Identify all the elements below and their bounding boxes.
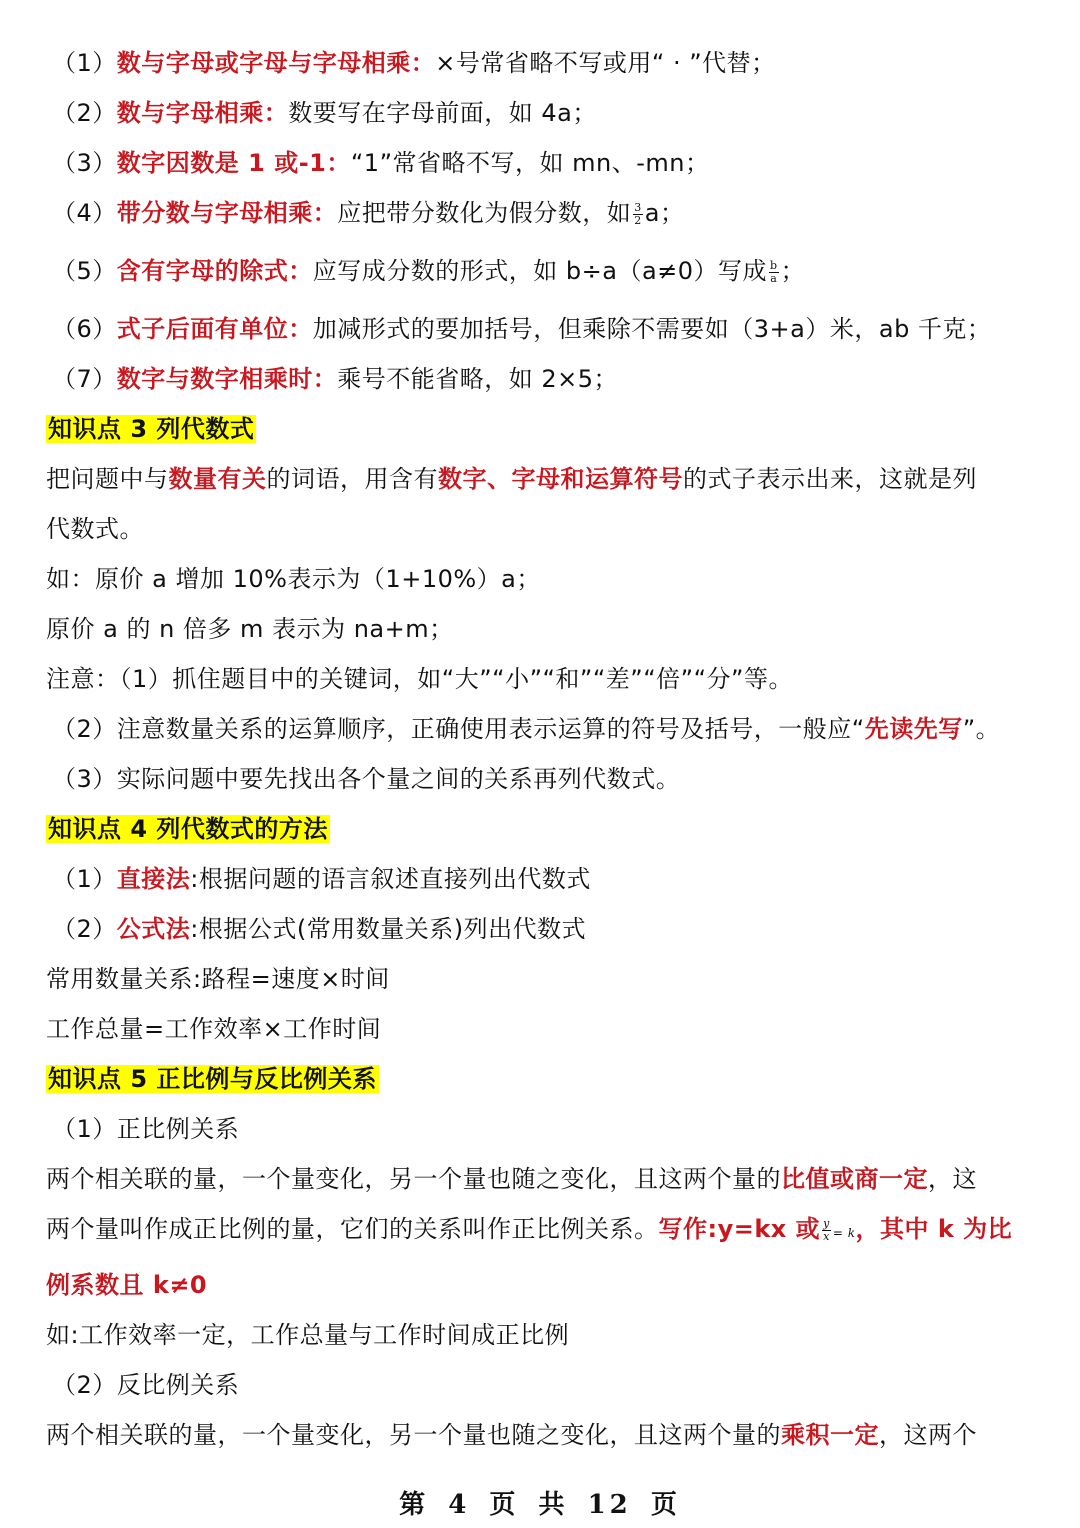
current-page-number: 4 bbox=[448, 1490, 471, 1520]
rule-tail: ； bbox=[780, 257, 806, 285]
kp3-note-3: （3）实际问题中要先找出各个量之间的关系再列代数式。 bbox=[52, 765, 681, 793]
rule-title: 带分数与字母相乘： bbox=[116, 199, 338, 227]
kp4-method-1: （1）直接法:根据问题的语言叙述直接列出代数式 bbox=[52, 865, 591, 893]
rule-label: （2） bbox=[52, 99, 117, 127]
fraction-three-halves: $\frac{3}{2}$ bbox=[634, 200, 642, 227]
emphasis-text: 例系数且 k≠0 bbox=[46, 1271, 208, 1299]
rule-1 bbox=[52, 46, 1044, 80]
rule-text: 数要写在字母前面，如 4a； bbox=[288, 99, 597, 127]
rule-2 bbox=[52, 96, 1044, 130]
rule-tail: a； bbox=[644, 199, 685, 227]
kp3-heading-line bbox=[46, 412, 1044, 446]
kp4-method-2: （2）公式法:根据公式(常用数量关系)列出代数式 bbox=[52, 915, 587, 943]
method-title: 直接法 bbox=[116, 865, 191, 893]
kp4-relation-2: 工作总量=工作效率×工作时间 bbox=[46, 1015, 382, 1043]
kp5-paragraph-1: 两个相关联的量，一个量变化，另一个量也随之变化，且这两个量的比值或商一定，这 bbox=[46, 1165, 977, 1193]
kp5-paragraph-2: 两个量叫作成正比例的量，它们的关系叫作正比例关系。写作:y=kx 或 $\frac{y}{x}$ = k，其中 k 为比 bbox=[46, 1215, 1013, 1243]
kp3-example-1: 如：原价 a 增加 10%表示为（1+10%）a； bbox=[46, 565, 541, 593]
kp5-heading-line bbox=[46, 1062, 1044, 1096]
kp3-heading: 知识点 3 列代数式 bbox=[48, 415, 255, 443]
kp3-note-2: （2）注意数量关系的运算顺序，正确使用表示运算的符号及括号，一般应“先读先写”。 bbox=[52, 715, 1001, 743]
emphasis-text: 先读先写 bbox=[864, 715, 963, 743]
kp4-heading-line bbox=[46, 812, 1044, 846]
rule-title: 数与字母相乘： bbox=[116, 99, 289, 127]
fraction-b-over-a: $\frac{b}{a}$ bbox=[770, 258, 778, 285]
page-footer: 第 4 页 共 12 页 bbox=[399, 1490, 681, 1520]
kp5-subheading-2: （2）反比例关系 bbox=[52, 1371, 240, 1399]
rule-title: 数字因数是 1 或-1： bbox=[116, 149, 351, 177]
kp3-paragraph-line2: 代数式。 bbox=[46, 515, 144, 543]
rule-title: 含有字母的除式： bbox=[116, 257, 313, 285]
rule-text: 应写成分数的形式，如 b÷a（a≠0）写成 bbox=[312, 257, 768, 285]
rule-label: （7） bbox=[52, 365, 117, 393]
rule-label: （5） bbox=[52, 257, 117, 285]
kp5-paragraph-3 bbox=[46, 1268, 1044, 1302]
kp3-example-2: 原价 a 的 n 倍多 m 表示为 na+m； bbox=[46, 615, 454, 643]
rule-title: 数字与数字相乘时： bbox=[116, 365, 338, 393]
kp5-example: 如:工作效率一定，工作总量与工作时间成正比例 bbox=[46, 1321, 570, 1349]
rule-text: “1”常省略不写，如 mn、-mn； bbox=[350, 149, 710, 177]
fraction-y-over-x: $\frac{y}{x}$ bbox=[823, 1216, 830, 1243]
rule-text: ×号常省略不写或用“ · ”代替； bbox=[435, 49, 776, 77]
rule-title: 式子后面有单位： bbox=[116, 315, 313, 343]
rule-6 bbox=[52, 312, 1044, 346]
method-title: 公式法 bbox=[116, 915, 191, 943]
kp5-paragraph-4: 两个相关联的量，一个量变化，另一个量也随之变化，且这两个量的乘积一定，这两个 bbox=[46, 1421, 977, 1449]
fraction-equals-k: = k bbox=[832, 1226, 856, 1240]
kp4-relation-1: 常用数量关系:路程=速度×时间 bbox=[46, 965, 390, 993]
rule-3 bbox=[52, 146, 1044, 180]
emphasis-text: 写作:y=kx 或 bbox=[658, 1215, 821, 1243]
emphasis-text: ，其中 k 为比 bbox=[855, 1215, 1013, 1243]
emphasis-text: 比值或商一定 bbox=[781, 1165, 928, 1193]
rule-label: （3） bbox=[52, 149, 117, 177]
kp3-note-1: 注意：（1）抓住题目中的关键词，如“大”“小”“和”“差”“倍”“分”等。 bbox=[46, 665, 793, 693]
kp3-paragraph-line1: 把问题中与数量有关的词语，用含有数字、字母和运算符号的式子表示出来，这就是列 bbox=[46, 465, 977, 493]
rule-label: （4） bbox=[52, 199, 117, 227]
total-page-count: 12 bbox=[587, 1490, 632, 1520]
emphasis-text: 数字、字母和运算符号 bbox=[438, 465, 683, 493]
rule-4 bbox=[52, 196, 1044, 230]
rule-text: 乘号不能省略，如 2×5； bbox=[337, 365, 619, 393]
kp4-heading: 知识点 4 列代数式的方法 bbox=[48, 815, 328, 843]
kp5-subheading-1: （1）正比例关系 bbox=[52, 1115, 240, 1143]
rule-label: （1） bbox=[52, 49, 117, 77]
kp5-heading: 知识点 5 正比例与反比例关系 bbox=[48, 1065, 377, 1093]
rule-5 bbox=[52, 254, 1044, 288]
rule-label: （6） bbox=[52, 315, 117, 343]
rule-text: 应把带分数化为假分数，如 bbox=[337, 199, 632, 227]
rule-text: 加减形式的要加括号，但乘除不需要如（3+a）米，ab 千克； bbox=[312, 315, 992, 343]
emphasis-text: 乘积一定 bbox=[781, 1421, 879, 1449]
rule-title: 数与字母或字母与字母相乘： bbox=[116, 49, 436, 77]
emphasis-text: 数量有关 bbox=[168, 465, 267, 493]
rule-7 bbox=[52, 362, 1044, 396]
